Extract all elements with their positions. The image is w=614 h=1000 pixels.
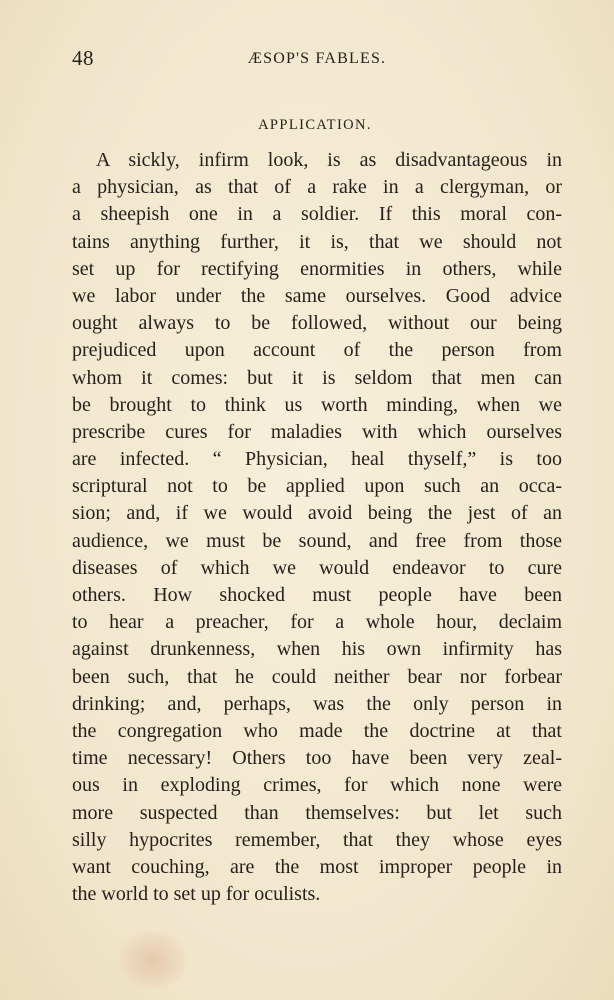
text-line: drinking; and, perhaps, was the only person in	[72, 692, 562, 715]
text-line: tains anything further, it is, that we should not	[72, 230, 562, 253]
text-line: prejudiced upon account of the person from	[72, 339, 562, 362]
text-line: time necessary! Others too have been very zeal-	[72, 747, 562, 770]
text-line: A sickly, infirm look, is as disadvantageous in	[96, 149, 562, 171]
text-line: diseases of which we would endeavor to cure	[72, 556, 562, 579]
text-line: whom it comes: but it is seldom that men can	[72, 366, 562, 389]
text-line: been such, that he could neither bear nor forbear	[72, 665, 562, 688]
page-number: 48	[72, 46, 94, 70]
text-line: want couching, are the most improper people in	[72, 855, 562, 878]
text-line: silly hypocrites remember, that they whose eyes	[72, 828, 562, 851]
text-line: audience, we must be sound, and free from those	[72, 529, 562, 552]
text-line: ous in exploding crimes, for which none were	[72, 774, 562, 797]
text-line: a physician, as that of a rake in a clergyman, or	[72, 176, 562, 199]
text-line: to hear a preacher, for a whole hour, declaim	[72, 611, 562, 634]
text-line: we labor under the same ourselves. Good advice	[72, 284, 562, 307]
text-line: a sheepish one in a soldier. If this moral con-	[72, 203, 562, 226]
page-header	[72, 46, 562, 74]
section-heading: APPLICATION.	[258, 117, 372, 133]
text-line: sion; and, if we would avoid being the jest of an	[72, 502, 562, 525]
text-line: scriptural not to be applied upon such an occa-	[72, 475, 562, 498]
text-line: more suspected than themselves: but let such	[72, 801, 562, 824]
text-line: others. How shocked must people have been	[72, 584, 562, 606]
text-line: prescribe cures for maladies with which ourselves	[72, 420, 562, 443]
text-line: the congregation who made the doctrine at that	[72, 719, 562, 742]
body-paragraph	[72, 147, 562, 908]
paper-stain	[118, 930, 188, 990]
running-head: ÆSOP'S FABLES.	[247, 50, 387, 67]
text-line: are infected. “ Physician, heal thyself,” is too	[72, 448, 562, 471]
text-line: be brought to think us worth minding, when we	[72, 393, 562, 416]
text-line: set up for rectifying enormities in others, while	[72, 257, 562, 280]
text-line: against drunkenness, when his own infirmity has	[72, 638, 562, 661]
text-line: ought always to be followed, without our being	[72, 312, 562, 335]
text-line: the world to set up for oculists.	[72, 883, 321, 906]
